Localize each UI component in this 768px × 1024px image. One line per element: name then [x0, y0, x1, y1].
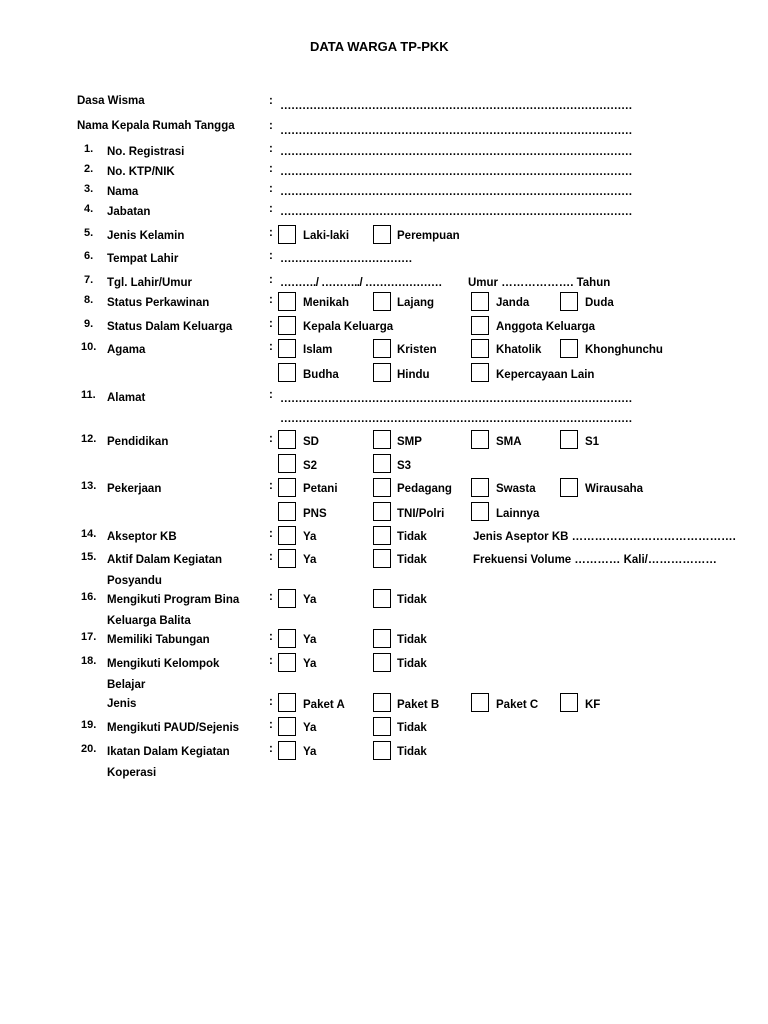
option-pns: PNS — [303, 508, 327, 520]
option-sd: SD — [303, 436, 319, 448]
option-tidak: Tidak — [397, 722, 427, 734]
option-tidak: Tidak — [397, 658, 427, 670]
field-label-jenis-kelamin: Jenis Kelamin — [107, 230, 185, 242]
colon: : — [269, 696, 273, 708]
checkbox-laki-laki[interactable] — [278, 225, 296, 244]
item-number: 14. — [81, 528, 97, 540]
field-label-tabungan: Memiliki Tabungan — [107, 634, 210, 646]
item-number: 6. — [84, 250, 94, 262]
field-label-no-registrasi: No. Registrasi — [107, 146, 185, 158]
checkbox-paket-b[interactable] — [373, 693, 391, 712]
item-number: 18. — [81, 655, 97, 667]
option-budha: Budha — [303, 369, 339, 381]
option-pedagang: Pedagang — [397, 483, 452, 495]
field-label-kelompok-belajar-line-2: Belajar — [107, 679, 146, 691]
option-tidak: Tidak — [397, 634, 427, 646]
colon: : — [269, 528, 273, 540]
checkbox-kelompok-ya[interactable] — [278, 653, 296, 672]
checkbox-kristen[interactable] — [373, 339, 391, 358]
field-label-aktif-kegiatan-line-2: Posyandu — [107, 575, 162, 587]
option-lainnya: Lainnya — [496, 508, 540, 520]
colon: : — [269, 631, 273, 643]
checkbox-koperasi-ya[interactable] — [278, 741, 296, 760]
colon: : — [269, 163, 273, 175]
field-label-agama: Agama — [107, 344, 146, 356]
checkbox-pns[interactable] — [278, 502, 296, 521]
jenis-aseptor-field[interactable]: Jenis Aseptor KB ……………………………………. — [473, 531, 736, 543]
colon: : — [269, 227, 273, 239]
item-number: 15. — [81, 551, 97, 563]
item-number: 8. — [84, 294, 94, 306]
option-swasta: Swasta — [496, 483, 536, 495]
page-title: DATA WARGA TP-PKK — [310, 39, 449, 54]
colon: : — [269, 250, 273, 262]
item-number: 16. — [81, 591, 97, 603]
field-label-status-perkawinan: Status Perkawinan — [107, 297, 210, 309]
option-hindu: Hindu — [397, 369, 430, 381]
checkbox-kepala-keluarga[interactable] — [278, 316, 296, 335]
option-ya: Ya — [303, 722, 317, 734]
item-number: 4. — [84, 203, 94, 215]
field-label-koperasi: Ikatan Dalam Kegiatan — [107, 746, 230, 758]
checkbox-tabungan-tidak[interactable] — [373, 629, 391, 648]
no-ktp-field[interactable]: …………………………………………………………………………………… — [280, 166, 632, 178]
field-label-akseptor-kb: Akseptor KB — [107, 531, 177, 543]
colon: : — [269, 389, 273, 401]
dasa-wisma-field[interactable]: …………………………………………………………………………………… — [280, 100, 632, 112]
option-ya: Ya — [303, 554, 317, 566]
colon: : — [269, 743, 273, 755]
colon: : — [269, 480, 273, 492]
item-number: 19. — [81, 719, 97, 731]
checkbox-lainnya[interactable] — [471, 502, 489, 521]
option-laki-laki: Laki-laki — [303, 230, 350, 242]
option-petani: Petani — [303, 483, 338, 495]
nama-field[interactable]: …………………………………………………………………………………… — [280, 186, 632, 198]
item-number: 9. — [84, 318, 94, 330]
checkbox-swasta[interactable] — [471, 478, 489, 497]
checkbox-smp[interactable] — [373, 430, 391, 449]
option-kristen: Kristen — [397, 344, 437, 356]
checkbox-pedagang[interactable] — [373, 478, 391, 497]
field-label-tgl-lahir: Tgl. Lahir/Umur — [107, 277, 192, 289]
field-label-dasa-wisma: Dasa Wisma — [77, 95, 145, 107]
option-ya: Ya — [303, 746, 317, 758]
item-number: 2. — [84, 163, 94, 175]
colon: : — [269, 591, 273, 603]
checkbox-perempuan[interactable] — [373, 225, 391, 244]
tgl-lahir-field[interactable]: ………./ ………../ ………………… — [280, 277, 442, 289]
checkbox-budha[interactable] — [278, 363, 296, 382]
field-label-aktif-kegiatan: Aktif Dalam Kegiatan — [107, 554, 223, 566]
option-menikah: Menikah — [303, 297, 350, 309]
checkbox-sma[interactable] — [471, 430, 489, 449]
checkbox-anggota-keluarga[interactable] — [471, 316, 489, 335]
checkbox-bina-ya[interactable] — [278, 589, 296, 608]
item-number: 10. — [81, 341, 97, 353]
option-wirausaha: Wirausaha — [585, 483, 644, 495]
item-number: 3. — [84, 183, 94, 195]
checkbox-sd[interactable] — [278, 430, 296, 449]
option-janda: Janda — [496, 297, 530, 309]
option-ya: Ya — [303, 634, 317, 646]
option-smp: SMP — [397, 436, 422, 448]
frekuensi-volume-field[interactable]: Frekuensi Volume ………… Kali/……………… — [473, 554, 717, 566]
option-s2: S2 — [303, 460, 318, 472]
checkbox-khatolik[interactable] — [471, 339, 489, 358]
item-number: 11. — [81, 389, 96, 401]
jabatan-field[interactable]: …………………………………………………………………………………… — [280, 206, 632, 218]
field-label-tempat-lahir: Tempat Lahir — [107, 253, 179, 265]
field-label-no-ktp: No. KTP/NIK — [107, 166, 175, 178]
option-tidak: Tidak — [397, 746, 427, 758]
checkbox-posyandu-ya[interactable] — [278, 549, 296, 568]
option-tni-polri: TNI/Polri — [397, 508, 445, 520]
checkbox-koperasi-tidak[interactable] — [373, 741, 391, 760]
item-number: 13. — [81, 480, 97, 492]
checkbox-petani[interactable] — [278, 478, 296, 497]
checkbox-paud-tidak[interactable] — [373, 717, 391, 736]
checkbox-bina-tidak[interactable] — [373, 589, 391, 608]
colon: : — [269, 143, 273, 155]
option-perempuan: Perempuan — [397, 230, 460, 242]
checkbox-kf[interactable] — [560, 693, 578, 712]
field-label-alamat: Alamat — [107, 392, 146, 404]
item-number: 12. — [81, 433, 97, 445]
field-label-status-keluarga: Status Dalam Keluarga — [107, 321, 233, 333]
option-tidak: Tidak — [397, 554, 427, 566]
alamat-field[interactable]: …………………………………………………………………………………… — [280, 393, 632, 405]
option-kf: KF — [585, 699, 601, 711]
alamat-field-line-2[interactable]: …………………………………………………………………………………… — [280, 413, 632, 425]
colon: : — [269, 294, 273, 306]
umur-field[interactable]: Umur ………………. Tahun — [468, 277, 611, 289]
field-label-kelompok-belajar: Mengikuti Kelompok — [107, 658, 220, 670]
checkbox-kepercayaan-lain[interactable] — [471, 363, 489, 382]
colon: : — [269, 274, 273, 286]
checkbox-s1[interactable] — [560, 430, 578, 449]
option-paket-c: Paket C — [496, 699, 539, 711]
colon: : — [269, 655, 273, 667]
checkbox-paket-c[interactable] — [471, 693, 489, 712]
option-paket-b: Paket B — [397, 699, 440, 711]
field-label-koperasi-line-2: Koperasi — [107, 767, 157, 779]
checkbox-lajang[interactable] — [373, 292, 391, 311]
option-anggota-keluarga: Anggota Keluarga — [496, 321, 596, 333]
field-label-jenis: Jenis — [107, 698, 137, 710]
option-s3: S3 — [397, 460, 412, 472]
checkbox-khonghunchu[interactable] — [560, 339, 578, 358]
checkbox-menikah[interactable] — [278, 292, 296, 311]
option-kepercayaan-lain: Kepercayaan Lain — [496, 369, 595, 381]
item-number: 7. — [84, 274, 94, 286]
field-label-jabatan: Jabatan — [107, 206, 151, 218]
option-tidak: Tidak — [397, 594, 427, 606]
option-sma: SMA — [496, 436, 522, 448]
checkbox-s2[interactable] — [278, 454, 296, 473]
option-lajang: Lajang — [397, 297, 435, 309]
colon: : — [269, 318, 273, 330]
colon: : — [269, 95, 273, 107]
tempat-lahir-field[interactable]: ……………………………… — [280, 253, 412, 265]
item-number: 20. — [81, 743, 97, 755]
colon: : — [269, 551, 273, 563]
colon: : — [269, 203, 273, 215]
option-islam: Islam — [303, 344, 333, 356]
colon: : — [269, 719, 273, 731]
colon: : — [269, 120, 273, 132]
field-label-paud: Mengikuti PAUD/Sejenis — [107, 722, 240, 734]
field-label-bina-keluarga-line-2: Keluarga Balita — [107, 615, 191, 627]
no-registrasi-field[interactable]: …………………………………………………………………………………… — [280, 146, 632, 158]
checkbox-kelompok-tidak[interactable] — [373, 653, 391, 672]
item-number: 17. — [81, 631, 97, 643]
checkbox-akseptor-ya[interactable] — [278, 526, 296, 545]
item-number: 1. — [84, 143, 94, 155]
checkbox-tni-polri[interactable] — [373, 502, 391, 521]
checkbox-akseptor-tidak[interactable] — [373, 526, 391, 545]
checkbox-hindu[interactable] — [373, 363, 391, 382]
option-ya: Ya — [303, 658, 317, 670]
option-kepala-keluarga: Kepala Keluarga — [303, 321, 394, 333]
field-label-pekerjaan: Pekerjaan — [107, 483, 162, 495]
checkbox-posyandu-tidak[interactable] — [373, 549, 391, 568]
checkbox-duda[interactable] — [560, 292, 578, 311]
checkbox-islam[interactable] — [278, 339, 296, 358]
option-khatolik: Khatolik — [496, 344, 542, 356]
checkbox-paud-ya[interactable] — [278, 717, 296, 736]
checkbox-wirausaha[interactable] — [560, 478, 578, 497]
option-tidak: Tidak — [397, 531, 427, 543]
nama-kepala-field[interactable]: …………………………………………………………………………………… — [280, 125, 632, 137]
option-s1: S1 — [585, 436, 600, 448]
option-paket-a: Paket A — [303, 699, 345, 711]
option-ya: Ya — [303, 531, 317, 543]
item-number: 5. — [84, 227, 94, 239]
colon: : — [269, 433, 273, 445]
option-duda: Duda — [585, 297, 614, 309]
field-label-pendidikan: Pendidikan — [107, 436, 169, 448]
field-label-nama: Nama — [107, 186, 139, 198]
checkbox-paket-a[interactable] — [278, 693, 296, 712]
field-label-bina-keluarga: Mengikuti Program Bina — [107, 594, 240, 606]
checkbox-tabungan-ya[interactable] — [278, 629, 296, 648]
field-label-nama-kepala: Nama Kepala Rumah Tangga — [77, 120, 235, 132]
colon: : — [269, 341, 273, 353]
checkbox-janda[interactable] — [471, 292, 489, 311]
colon: : — [269, 183, 273, 195]
option-ya: Ya — [303, 594, 317, 606]
option-khonghunchu: Khonghunchu — [585, 344, 663, 356]
checkbox-s3[interactable] — [373, 454, 391, 473]
